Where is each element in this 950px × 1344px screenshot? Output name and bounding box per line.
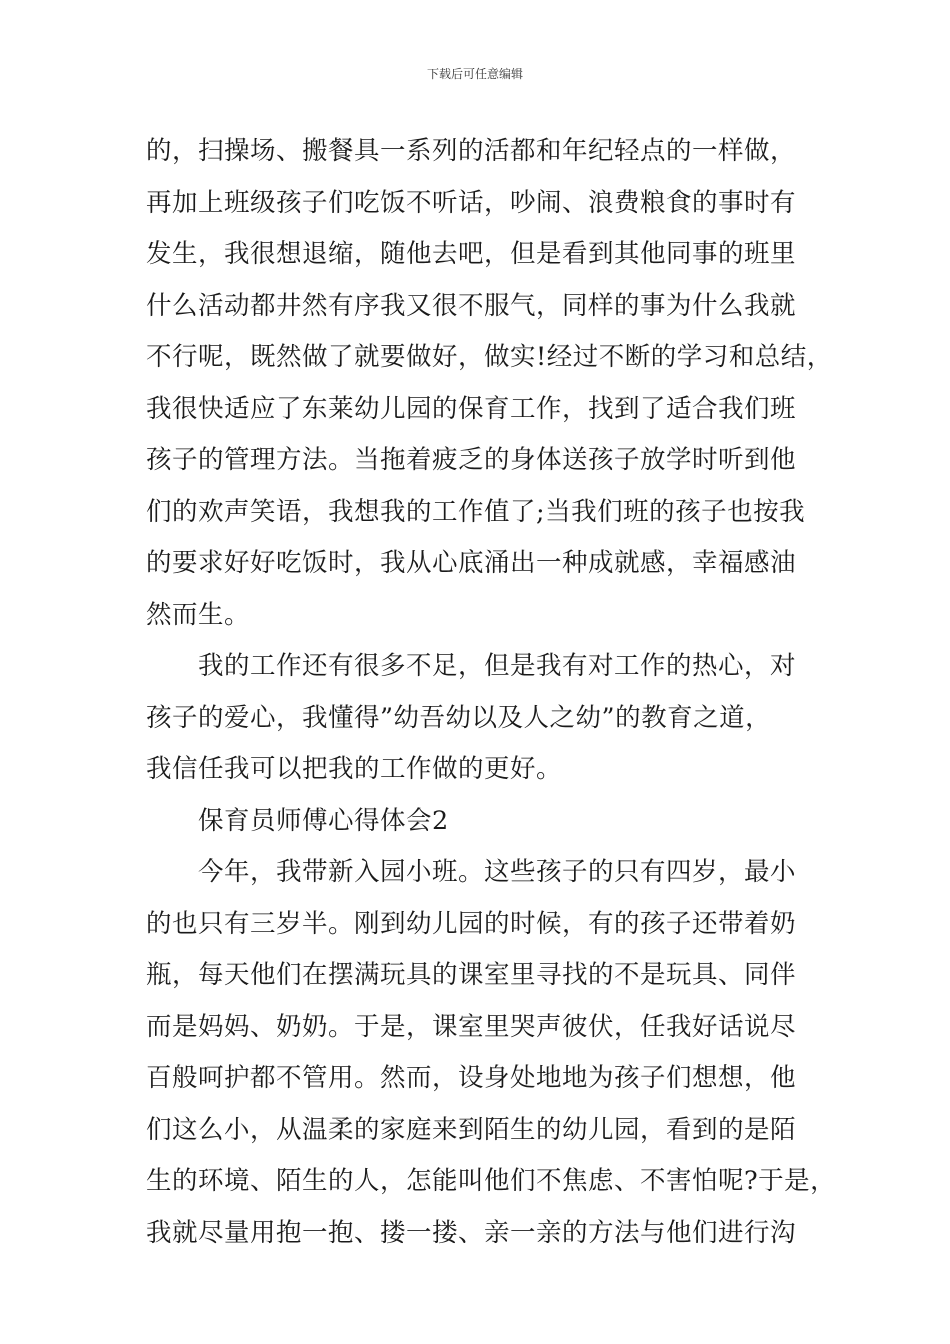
text-line: 百般呵护都不管用。然而，设身处地地为孩子们想想，他 [146,1063,797,1093]
document-body [146,126,836,1259]
text-line: 们的欢声笑语，我想我的工作值了;当我们班的孩子也按我 [146,496,806,527]
text-line: 今年，我带新入园小班。这些孩子的只有四岁，最小 [198,857,797,887]
page-header: 下载后可任意编辑 [426,67,523,81]
text-line: 然而生。 [146,599,251,630]
text-line: 什么活动都井然有序我又很不服气，同样的事为什么我就 [146,290,797,321]
text-line: 瓶，每天他们在摆满玩具的课室里寻找的不是玩具、同伴 [146,960,797,990]
text-line: 我就尽量用抱一抱、搂一搂、亲一亲的方法与他们进行沟 [146,1217,797,1248]
text-line: 我很快适应了东莱幼儿园的保育工作，找到了适合我们班 [146,393,797,424]
text-line: 不行呢，既然做了就要做好，做实!经过不断的学习和总结， [146,342,833,372]
text-line: 的要求好好吃饭时，我从心底涌出一种成就感，幸福感油 [146,548,797,578]
text-line: 再加上班级孩子们吃饭不听话，吵闹、浪费粮食的事时有 [146,187,797,218]
text-line: 的也只有三岁半。刚到幼儿园的时候，有的孩子还带着奶 [146,908,797,939]
text-line: 孩子的爱心，我懂得”幼吾幼以及人之幼”的教育之道， [146,702,772,733]
text-line: 我信任我可以把我的工作做的更好。 [146,754,563,784]
text-line: 而是妈妈、奶奶。于是，课室里哭声彼伏，任我好话说尽 [146,1011,797,1042]
text-line: 我的工作还有很多不足，但是我有对工作的热心，对 [198,651,797,681]
text-line: 生的环境、陌生的人，怎能叫他们不焦虑、不害怕呢?于是， [146,1166,837,1196]
text-line: 们这么小，从温柔的家庭来到陌生的幼儿园，看到的是陌 [146,1114,797,1145]
text-line: 的，扫操场、搬餐具一系列的活都和年纪轻点的一样做， [146,136,797,166]
text-line: 保育员师傅心得体会2 [198,805,449,836]
text-line: 发生，我很想退缩，随他去吧，但是看到其他同事的班里 [146,239,797,269]
text-line: 孩子的管理方法。当拖着疲乏的身体送孩子放学时听到他 [146,445,797,475]
